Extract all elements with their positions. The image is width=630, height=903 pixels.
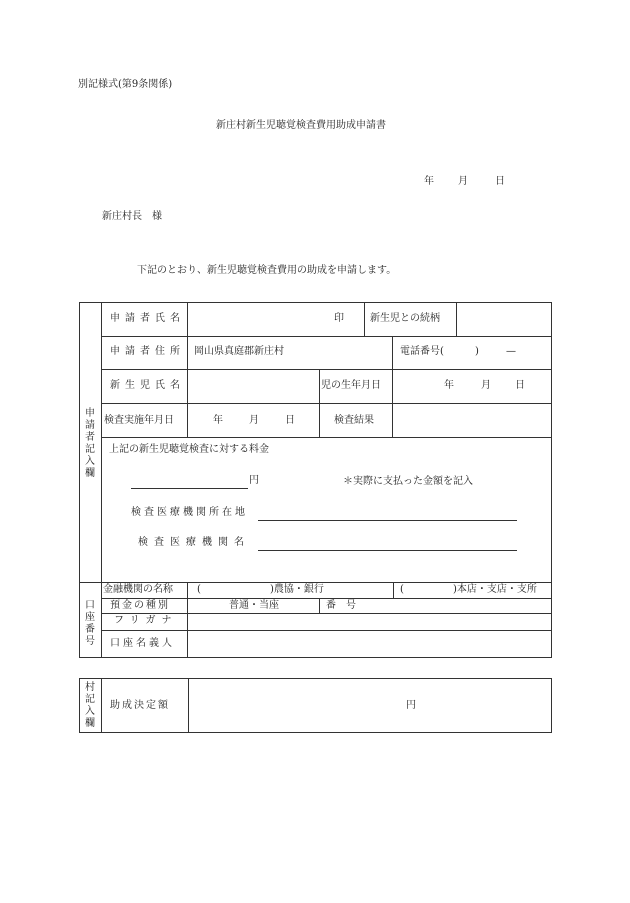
decision-label: 助成決定額: [110, 700, 170, 711]
institution-type: )農協・銀行: [270, 584, 324, 595]
applicant-name-label: 申請者氏名: [110, 313, 185, 324]
village-side-label: 村記入欄: [85, 682, 95, 729]
furigana-field[interactable]: [188, 614, 551, 629]
fee-note: ＊実際に支払った金額を記入: [343, 476, 473, 487]
intro-text: 下記のとおり、新生児聴覚検査費用の助成を申請します。: [137, 265, 397, 276]
exam-year: 年: [213, 415, 223, 426]
institution-label: 金融機関の名称: [103, 584, 173, 595]
account-number-field[interactable]: [360, 599, 551, 612]
exam-result-field[interactable]: [393, 404, 551, 436]
exam-result-label: 検査結果: [334, 415, 374, 426]
holder-field[interactable]: [188, 631, 551, 657]
date-year-label: 年: [424, 176, 434, 187]
birth-day: 日: [515, 380, 525, 391]
account-type-options[interactable]: 普通・当座: [229, 600, 279, 611]
fee-unit: 円: [249, 475, 259, 486]
birth-year: 年: [444, 380, 454, 391]
baby-name-label: 新生児氏名: [110, 380, 185, 391]
bank-side-label: 口座番号: [85, 600, 95, 647]
birth-month: 月: [481, 380, 491, 391]
date-month-label: 月: [458, 176, 468, 187]
fee-label: 上記の新生児聴覚検査に対する料金: [109, 444, 269, 455]
relation-field[interactable]: [457, 303, 551, 335]
exam-date-label: 検査実施年月日: [104, 415, 174, 426]
phone-paren-close: ): [475, 346, 479, 357]
institution-name-field[interactable]: [203, 583, 269, 597]
baby-birthdate-label: 児の生年月日: [321, 380, 381, 391]
account-type-label: 預金の種別: [110, 600, 170, 611]
decision-unit: 円: [406, 700, 416, 711]
account-number-label: 番 号: [326, 600, 356, 611]
facility-address-line[interactable]: [258, 520, 517, 521]
exam-day: 日: [285, 415, 295, 426]
applicant-side-label: 申請者記入欄: [85, 408, 95, 479]
holder-label: 口座名義人: [110, 638, 175, 649]
fee-amount-line[interactable]: [131, 488, 248, 489]
exam-month: 月: [249, 415, 259, 426]
relation-label: 新生児との続柄: [370, 313, 440, 324]
institution-open: (: [197, 584, 201, 595]
phone-label: 電話番号(: [400, 346, 444, 357]
form-title: 新庄村新生児聴覚検査費用助成申請書: [216, 120, 386, 131]
facility-address-label: 検査医療機関所在地: [131, 507, 248, 518]
furigana-label: フリガナ: [114, 615, 178, 626]
facility-name-label: 検査医療機関名: [138, 537, 250, 548]
branch-open: (: [400, 584, 404, 595]
addressee: 新庄村長 様: [102, 211, 162, 222]
branch-type: )本店・支店・支所: [453, 584, 537, 595]
phone-dash: —: [506, 346, 516, 357]
form-number: 別記様式(第9条関係): [78, 79, 173, 90]
applicant-address-value[interactable]: 岡山県真庭郡新庄村: [194, 346, 284, 357]
baby-name-field[interactable]: [188, 370, 318, 402]
applicant-address-label: 申請者住所: [110, 346, 185, 357]
branch-name-field[interactable]: [406, 583, 452, 597]
seal-mark: 印: [334, 313, 344, 324]
facility-name-line[interactable]: [258, 550, 517, 551]
date-day-label: 日: [495, 176, 505, 187]
